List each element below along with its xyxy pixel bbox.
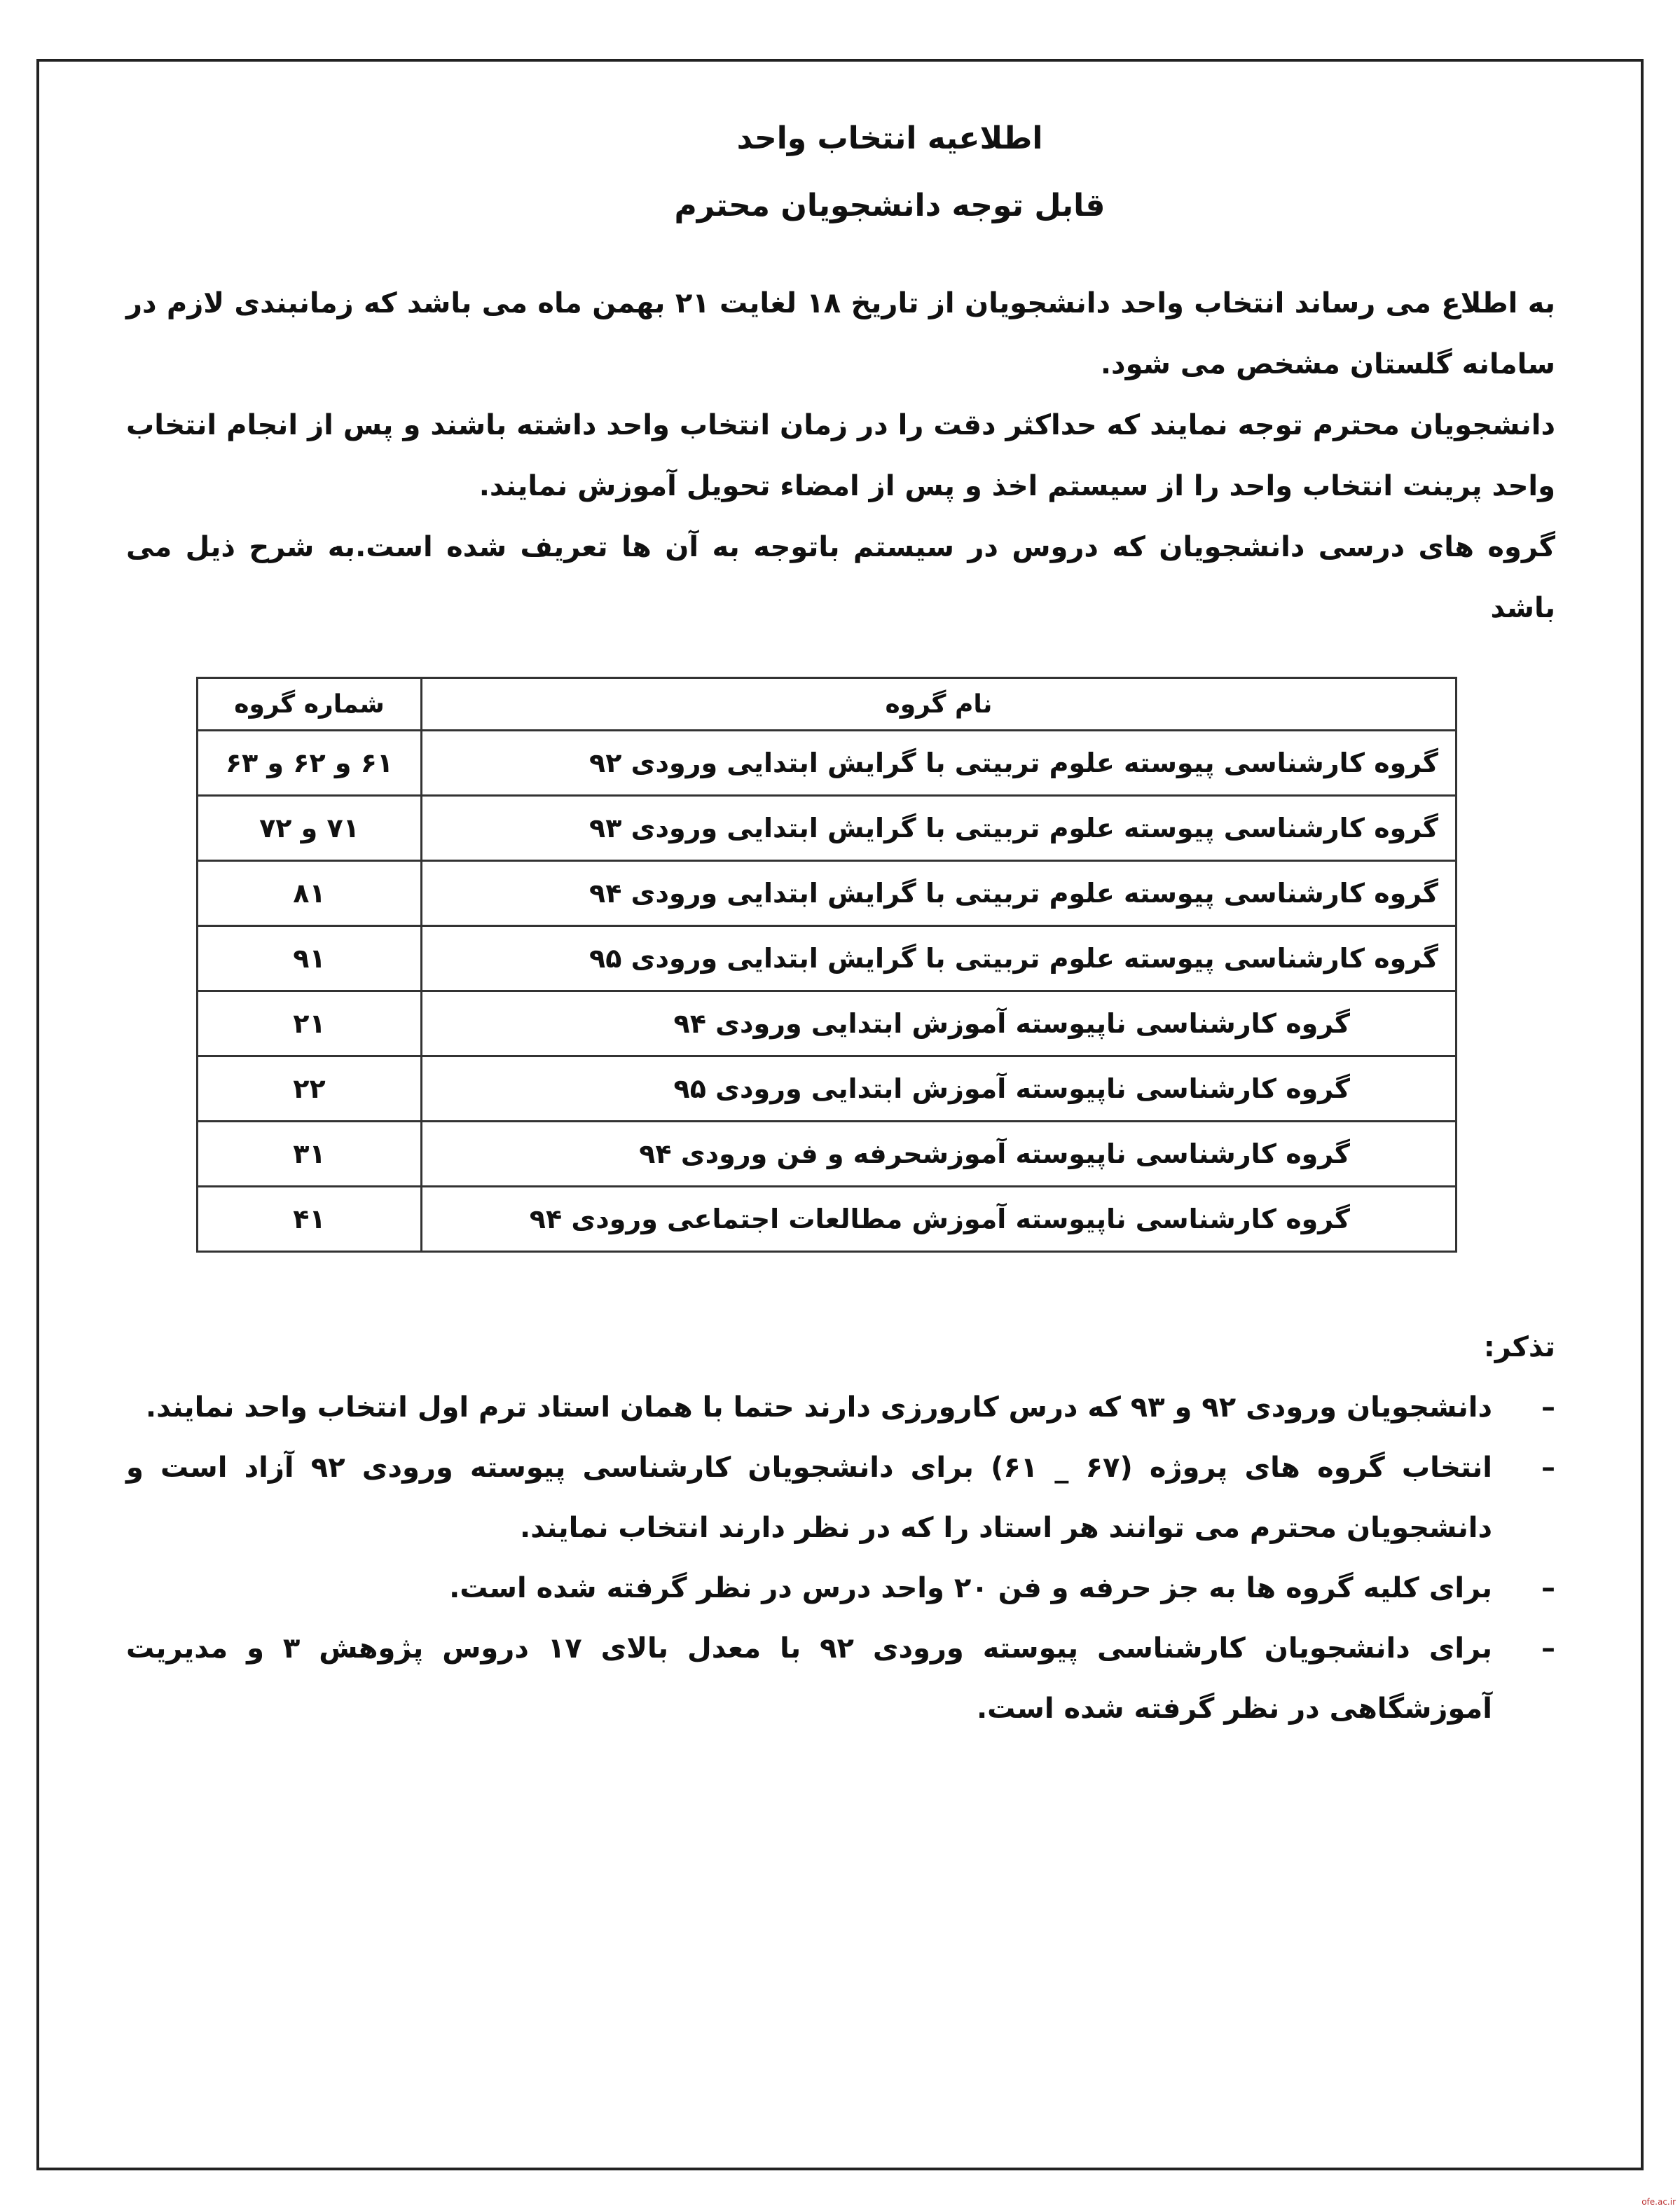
list-item [126, 1618, 1555, 1739]
bullet-dash: – [1541, 1391, 1555, 1424]
note-text: دانشجویان ورودی ۹۲ و ۹۳ که درس کارورزی دارند حتما با همان استاد ترم اول انتخاب واحد نمایند. [145, 1391, 1492, 1424]
group-number: ۲۲ [198, 1056, 422, 1122]
notes-section [126, 1317, 1555, 1739]
group-number: ۸۱ [198, 861, 422, 926]
course-groups-table [196, 677, 1457, 1253]
table-row [198, 731, 1457, 796]
group-name: گروه کارشناسی پیوسته علوم تربیتی با گرایش ابتدایی ورودی ۹۵ [422, 926, 1457, 991]
intro-paragraph: گروه های درسی دانشجویان که دروس در سیستم باتوجه به آن ها تعریف شده است.به شرح ذیل می باشد [126, 531, 1555, 624]
announcement-subtitle: قابل توجه دانشجویان محترم [674, 188, 1106, 223]
corner-watermark: ofe.ac.ir [1641, 2197, 1676, 2207]
header-group-name: نام گروه [422, 678, 1457, 731]
note-text: برای دانشجویان کارشناسی پیوسته ورودی ۹۲ با معدل بالای ۱۷ دروس پژوهش ۳ و مدیریت آموزشگاهی در نظر گرفته شده است. [126, 1632, 1492, 1725]
announcement-title: اطلاعیه انتخاب واحد [736, 120, 1043, 156]
table-row [198, 1122, 1457, 1187]
group-name: گروه کارشناسی پیوسته علوم تربیتی با گرایش ابتدایی ورودی ۹۲ [422, 731, 1457, 796]
group-number: ۴۱ [198, 1187, 422, 1252]
bullet-dash: – [1541, 1572, 1555, 1604]
table-row [198, 926, 1457, 991]
group-name: گروه کارشناسی پیوسته علوم تربیتی با گرایش ابتدایی ورودی ۹۳ [422, 796, 1457, 861]
group-name: گروه کارشناسی ناپیوسته آموزش ابتدایی ورودی ۹۵ [422, 1056, 1457, 1122]
notes-heading: تذکر: [1483, 1331, 1555, 1363]
header-group-number: شماره گروه [198, 678, 422, 731]
intro-paragraph: دانشجویان محترم توجه نمایند که حداکثر دقت را در زمان انتخاب واحد داشته باشند و پس از انجام انتخاب واحد پرینت انتخاب واحد را از سیستم اخذ و پس از امضاء تحویل آموزش نمایند. [126, 409, 1555, 502]
group-name: گروه کارشناسی ناپیوسته آموزش ابتدایی ورودی ۹۴ [422, 991, 1457, 1056]
group-number: ۹۱ [198, 926, 422, 991]
table-row [198, 861, 1457, 926]
intro-paragraph: به اطلاع می رساند انتخاب واحد دانشجویان از تاریخ ۱۸ لغایت ۲۱ بهمن ماه می باشد که زمانبندی لازم در سامانه گلستان مشخص می شود. [126, 287, 1555, 380]
group-number: ۳۱ [198, 1122, 422, 1187]
group-name: گروه کارشناسی ناپیوسته آموزش مطالعات اجتماعی ورودی ۹۴ [422, 1187, 1457, 1252]
group-number: ۷۱ و ۷۲ [198, 796, 422, 861]
note-text: انتخاب گروه های پروژه (۶۷ _ ۶۱) برای دانشجویان کارشناسی پیوسته ورودی ۹۲ آزاد است و دانشجویان محترم می توانند هر استاد را که در نظر دارند انتخاب نمایند. [126, 1452, 1492, 1544]
group-name: گروه کارشناسی پیوسته علوم تربیتی با گرایش ابتدایی ورودی ۹۴ [422, 861, 1457, 926]
table-row [198, 991, 1457, 1056]
notes-list [126, 1377, 1555, 1739]
list-item [126, 1438, 1555, 1558]
group-number: ۶۱ و ۶۲ و ۶۳ [198, 731, 422, 796]
group-name: گروه کارشناسی ناپیوسته آموزشحرفه و فن ورودی ۹۴ [422, 1122, 1457, 1187]
list-item [126, 1558, 1555, 1618]
table-row [198, 1187, 1457, 1252]
group-number: ۲۱ [198, 991, 422, 1056]
bullet-dash: – [1541, 1632, 1555, 1665]
list-item [126, 1377, 1555, 1438]
announcement [126, 105, 1555, 1725]
table-header-row [198, 678, 1457, 731]
table-row [198, 1056, 1457, 1122]
bullet-dash: – [1541, 1452, 1555, 1484]
table-row [198, 796, 1457, 861]
intro-text [126, 273, 1555, 639]
note-text: برای کلیه گروه ها به جز حرفه و فن ۲۰ واحد درس در نظر گرفته شده است. [449, 1572, 1492, 1604]
